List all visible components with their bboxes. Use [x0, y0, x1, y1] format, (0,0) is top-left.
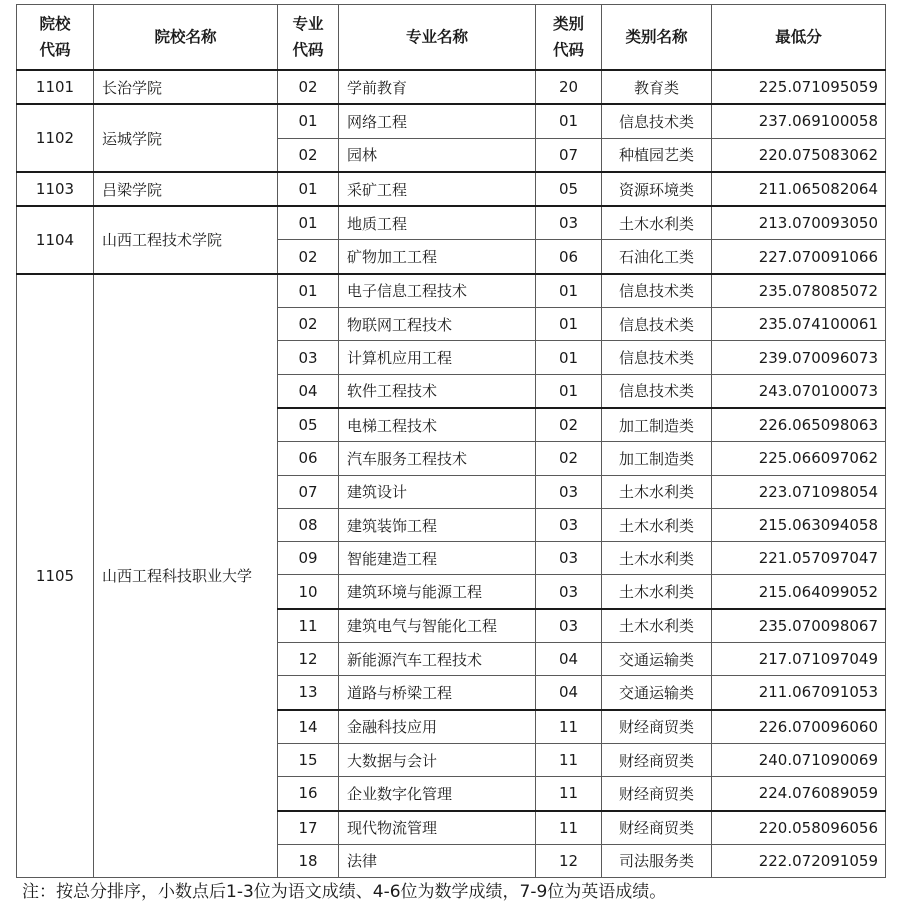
category-code-cell: 12 [536, 844, 602, 877]
school-code-cell: 1105 [17, 274, 94, 878]
category-name-cell: 加工制造类 [602, 408, 712, 442]
major-code-cell: 06 [278, 442, 339, 475]
min-score-cell: 226.070096060 [712, 710, 886, 744]
category-code-cell: 11 [536, 743, 602, 776]
category-code-cell: 11 [536, 777, 602, 811]
category-name-cell: 土木水利类 [602, 206, 712, 240]
category-code-cell: 03 [536, 508, 602, 541]
category-code-cell: 06 [536, 240, 602, 274]
major-name-cell: 道路与桥梁工程 [339, 676, 536, 710]
min-score-cell: 226.065098063 [712, 408, 886, 442]
header-school-code [17, 5, 94, 71]
major-name-cell: 电梯工程技术 [339, 408, 536, 442]
header-min-score: 最低分 [712, 5, 886, 71]
major-code-cell: 02 [278, 240, 339, 274]
category-name-cell: 教育类 [602, 70, 712, 104]
min-score-cell: 222.072091059 [712, 844, 886, 877]
category-code-cell: 11 [536, 811, 602, 845]
major-code-cell: 17 [278, 811, 339, 845]
major-name-cell: 地质工程 [339, 206, 536, 240]
major-name-cell: 采矿工程 [339, 172, 536, 206]
category-name-cell: 信息技术类 [602, 374, 712, 408]
header-category-code [536, 5, 602, 71]
category-name-cell: 土木水利类 [602, 542, 712, 575]
major-name-cell: 金融科技应用 [339, 710, 536, 744]
major-code-cell: 01 [278, 206, 339, 240]
min-score-cell: 224.076089059 [712, 777, 886, 811]
major-code-cell: 09 [278, 542, 339, 575]
header-major-code-line2: 代码 [292, 41, 324, 59]
major-name-cell: 学前教育 [339, 70, 536, 104]
min-score-cell: 237.069100058 [712, 104, 886, 138]
category-name-cell: 财经商贸类 [602, 743, 712, 776]
min-score-cell: 215.064099052 [712, 575, 886, 609]
major-code-cell: 04 [278, 374, 339, 408]
min-score-cell: 243.070100073 [712, 374, 886, 408]
min-score-cell: 227.070091066 [712, 240, 886, 274]
major-name-cell: 软件工程技术 [339, 374, 536, 408]
table-row [17, 274, 886, 308]
table-row [17, 206, 886, 240]
footnote: 注：按总分排序，小数点后1-3位为语文成绩、4-6位为数学成绩，7-9位为英语成绩。 [22, 882, 667, 902]
category-name-cell: 信息技术类 [602, 274, 712, 308]
header-category-code-line2: 代码 [552, 41, 584, 59]
admission-score-table [16, 4, 886, 878]
major-code-cell: 02 [278, 70, 339, 104]
major-name-cell: 计算机应用工程 [339, 341, 536, 374]
major-name-cell: 网络工程 [339, 104, 536, 138]
min-score-cell: 235.074100061 [712, 308, 886, 341]
major-name-cell: 矿物加工工程 [339, 240, 536, 274]
category-code-cell: 04 [536, 676, 602, 710]
min-score-cell: 235.070098067 [712, 609, 886, 643]
major-name-cell: 物联网工程技术 [339, 308, 536, 341]
min-score-cell: 220.058096056 [712, 811, 886, 845]
min-score-cell: 215.063094058 [712, 508, 886, 541]
major-name-cell: 大数据与会计 [339, 743, 536, 776]
category-name-cell: 种植园艺类 [602, 138, 712, 172]
major-name-cell: 园林 [339, 138, 536, 172]
header-school-code-line2: 代码 [39, 41, 71, 59]
major-code-cell: 13 [278, 676, 339, 710]
major-name-cell: 企业数字化管理 [339, 777, 536, 811]
category-code-cell: 05 [536, 172, 602, 206]
category-name-cell: 石油化工类 [602, 240, 712, 274]
header-school-code-line1: 院校 [39, 15, 71, 33]
table-row [17, 104, 886, 138]
school-code-cell: 1101 [17, 70, 94, 104]
category-name-cell: 信息技术类 [602, 341, 712, 374]
major-code-cell: 14 [278, 710, 339, 744]
school-name-cell: 长治学院 [94, 70, 278, 104]
category-code-cell: 01 [536, 308, 602, 341]
header-row [17, 5, 886, 71]
category-code-cell: 02 [536, 442, 602, 475]
table-header [17, 5, 886, 71]
header-major-name: 专业名称 [339, 5, 536, 71]
major-code-cell: 02 [278, 138, 339, 172]
category-code-cell: 07 [536, 138, 602, 172]
category-code-cell: 03 [536, 542, 602, 575]
min-score-cell: 240.071090069 [712, 743, 886, 776]
category-name-cell: 信息技术类 [602, 104, 712, 138]
category-name-cell: 土木水利类 [602, 508, 712, 541]
major-code-cell: 03 [278, 341, 339, 374]
major-code-cell: 10 [278, 575, 339, 609]
category-code-cell: 02 [536, 408, 602, 442]
school-name-cell: 山西工程技术学院 [94, 206, 278, 274]
major-name-cell: 新能源汽车工程技术 [339, 643, 536, 676]
category-code-cell: 01 [536, 341, 602, 374]
major-code-cell: 11 [278, 609, 339, 643]
category-code-cell: 03 [536, 609, 602, 643]
major-code-cell: 15 [278, 743, 339, 776]
header-major-code [278, 5, 339, 71]
category-code-cell: 04 [536, 643, 602, 676]
min-score-cell: 235.078085072 [712, 274, 886, 308]
major-name-cell: 汽车服务工程技术 [339, 442, 536, 475]
major-name-cell: 建筑环境与能源工程 [339, 575, 536, 609]
table-row [17, 172, 886, 206]
header-major-code-line1: 专业 [292, 15, 324, 33]
table-body [17, 70, 886, 878]
category-code-cell: 03 [536, 206, 602, 240]
min-score-cell: 217.071097049 [712, 643, 886, 676]
major-code-cell: 01 [278, 274, 339, 308]
category-name-cell: 土木水利类 [602, 609, 712, 643]
category-name-cell: 财经商贸类 [602, 777, 712, 811]
major-code-cell: 16 [278, 777, 339, 811]
category-code-cell: 01 [536, 104, 602, 138]
school-code-cell: 1102 [17, 104, 94, 172]
major-name-cell: 建筑装饰工程 [339, 508, 536, 541]
category-code-cell: 01 [536, 374, 602, 408]
major-name-cell: 智能建造工程 [339, 542, 536, 575]
major-code-cell: 01 [278, 104, 339, 138]
min-score-cell: 211.067091053 [712, 676, 886, 710]
min-score-cell: 239.070096073 [712, 341, 886, 374]
category-name-cell: 交通运输类 [602, 643, 712, 676]
major-name-cell: 法律 [339, 844, 536, 877]
category-code-cell: 11 [536, 710, 602, 744]
category-name-cell: 信息技术类 [602, 308, 712, 341]
school-code-cell: 1103 [17, 172, 94, 206]
header-category-name: 类别名称 [602, 5, 712, 71]
header-category-code-line1: 类别 [552, 15, 584, 33]
major-name-cell: 电子信息工程技术 [339, 274, 536, 308]
min-score-cell: 221.057097047 [712, 542, 886, 575]
min-score-cell: 223.071098054 [712, 475, 886, 508]
school-name-cell: 山西工程科技职业大学 [94, 274, 278, 878]
min-score-cell: 213.070093050 [712, 206, 886, 240]
category-name-cell: 财经商贸类 [602, 710, 712, 744]
min-score-cell: 225.071095059 [712, 70, 886, 104]
major-code-cell: 05 [278, 408, 339, 442]
min-score-cell: 225.066097062 [712, 442, 886, 475]
category-code-cell: 01 [536, 274, 602, 308]
school-name-cell: 运城学院 [94, 104, 278, 172]
category-code-cell: 03 [536, 575, 602, 609]
category-name-cell: 土木水利类 [602, 475, 712, 508]
min-score-cell: 211.065082064 [712, 172, 886, 206]
header-school-name: 院校名称 [94, 5, 278, 71]
category-code-cell: 20 [536, 70, 602, 104]
major-code-cell: 12 [278, 643, 339, 676]
major-code-cell: 01 [278, 172, 339, 206]
category-name-cell: 财经商贸类 [602, 811, 712, 845]
category-name-cell: 土木水利类 [602, 575, 712, 609]
category-name-cell: 资源环境类 [602, 172, 712, 206]
category-name-cell: 加工制造类 [602, 442, 712, 475]
major-name-cell: 建筑电气与智能化工程 [339, 609, 536, 643]
category-code-cell: 03 [536, 475, 602, 508]
major-name-cell: 现代物流管理 [339, 811, 536, 845]
major-code-cell: 07 [278, 475, 339, 508]
major-name-cell: 建筑设计 [339, 475, 536, 508]
table-row [17, 70, 886, 104]
school-code-cell: 1104 [17, 206, 94, 274]
category-name-cell: 司法服务类 [602, 844, 712, 877]
category-name-cell: 交通运输类 [602, 676, 712, 710]
school-name-cell: 吕梁学院 [94, 172, 278, 206]
admission-score-table-container [16, 4, 885, 878]
major-code-cell: 02 [278, 308, 339, 341]
major-code-cell: 08 [278, 508, 339, 541]
min-score-cell: 220.075083062 [712, 138, 886, 172]
major-code-cell: 18 [278, 844, 339, 877]
